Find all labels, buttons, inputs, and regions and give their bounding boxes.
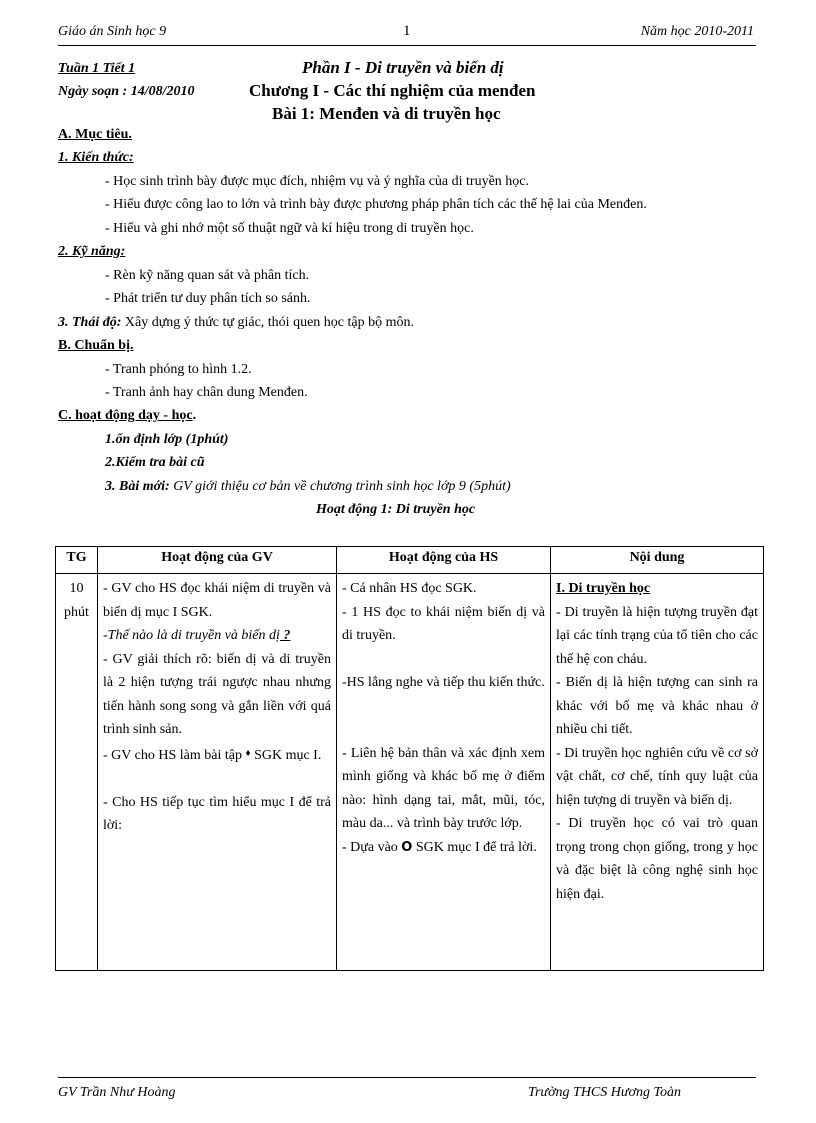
hs-line: - Liên hệ bản thân và xác định xem mình giống và khác bố mẹ ở điểm nào: hình dạng tai, mắt, mũi, tóc, màu da... và trình bày trước lớp. xyxy=(342,745,545,831)
nd-line: - Di truyền học có vai trò quan trọng trong chọn giống, trong y học và đặc biệt là công nghệ sinh học hiện đại. xyxy=(556,816,758,902)
gv-l3b: SGK mục I. xyxy=(250,747,322,763)
section-a-title: A. Mục tiêu. xyxy=(58,127,132,142)
hs-line: - 1 HS đọc to khái niệm biến dị và di truyền. xyxy=(342,604,545,643)
skills-title: 2. Kỹ năng: xyxy=(58,244,126,259)
prep-item: - Tranh phóng to hình 1.2. xyxy=(105,362,252,377)
step-3 xyxy=(105,479,511,495)
knowledge-item: - Hiểu và ghi nhớ một số thuật ngữ và kí hiệu trong di truyền học. xyxy=(105,221,474,236)
table-row xyxy=(56,574,764,971)
hs-line: - Cá nhân HS đọc SGK. xyxy=(342,581,477,596)
tg-unit: phút xyxy=(64,605,89,620)
chapter-title: Chương I - Các thí nghiệm của menđen xyxy=(249,81,536,100)
hs-l5b: SGK mục I để trả lời. xyxy=(412,839,537,855)
step-1: 1.ổn định lớp (1phút) xyxy=(105,432,229,447)
col-header-nd: Nội dung xyxy=(551,547,764,574)
nd-cell xyxy=(551,574,764,971)
prep-item: - Tranh ảnh hay chân dung Menđen. xyxy=(105,385,308,400)
gv-question xyxy=(103,624,331,648)
tg-value: 10 xyxy=(69,581,84,596)
footer-left: GV Trần Như Hoàng xyxy=(58,1085,176,1100)
date-label: Ngày soạn : 14/08/2010 xyxy=(58,84,195,99)
nd-title: I. Di truyền học xyxy=(556,581,651,596)
diamond-icon: ♦ xyxy=(245,747,251,759)
col-header-hs: Hoạt động của HS xyxy=(337,547,551,574)
attitude-text: Xây dựng ý thức tự giác, thói quen học tập bộ môn. xyxy=(121,315,414,330)
hs-cell xyxy=(337,574,551,971)
nd-line: - Di truyền học nghiên cứu về cơ sở vật chất, cơ chế, tính quy luật của hiện tượng di truyền và biến dị. xyxy=(556,745,758,808)
gv-line: - GV cho HS đọc khái niệm di truyền và biến dị mục I SGK. xyxy=(103,581,331,620)
circle-icon: O xyxy=(401,839,413,855)
step-3-text: GV giới thiệu cơ bản về chương trình sinh học lớp 9 (5phút) xyxy=(169,479,511,494)
knowledge-title: 1. Kiến thức: xyxy=(58,150,134,165)
section-c-title xyxy=(58,408,196,424)
nd-line: - Di truyền là hiện tượng truyền đạt lại các tính trạng của tổ tiên cho các thế hệ con cháu. xyxy=(556,604,758,667)
step-3-label: 3. Bài mới: xyxy=(105,479,170,494)
hs-line xyxy=(342,836,545,860)
knowledge-item: - Hiểu được công lao to lớn và trình bày được phương pháp phân tích các thế hệ lai của Menđen. xyxy=(105,197,647,212)
skill-item: - Rèn kỹ năng quan sát và phân tích. xyxy=(105,268,310,283)
nd-line: - Biến dị là hiện tượng can sinh ra khác với bố mẹ và khác nhau ở nhiều chi tiết. xyxy=(556,675,758,737)
hs-line: -HS lắng nghe và tiếp thu kiến thức. xyxy=(342,675,545,690)
gv-line: - GV giải thích rõ: biến dị và di truyền là 2 hiện tượng trái ngược nhau nhưng tiến hành song song và gắn liền với quá trình sinh sản. xyxy=(103,651,331,737)
activity-table xyxy=(55,546,764,971)
gv-line xyxy=(103,742,331,768)
page-number: 1 xyxy=(403,23,411,39)
gv-cell xyxy=(98,574,337,971)
gv-question-text: -Thế nào là di truyền và biến dị xyxy=(103,628,280,643)
header-right: Năm học 2010-2011 xyxy=(640,24,754,39)
week-label: Tuần 1 Tiết 1 xyxy=(58,61,136,76)
skill-item: - Phát triển tư duy phân tích so sánh. xyxy=(105,291,311,306)
footer-right: Trường THCS Hương Toàn xyxy=(527,1085,681,1100)
lesson-title: Bài 1: Menđen và di truyền học xyxy=(272,104,501,123)
tg-cell xyxy=(56,574,98,971)
section-b-title: B. Chuẩn bị. xyxy=(58,338,134,353)
section-c-label: C. hoạt động dạy - học xyxy=(58,408,193,423)
part-title: Phần I - Di truyền và biến dị xyxy=(302,58,504,77)
section-c-dot: . xyxy=(192,408,197,423)
step-2: 2.Kiểm tra bài cũ xyxy=(105,455,205,470)
table-header-row xyxy=(56,547,764,574)
col-header-gv: Hoạt động của GV xyxy=(98,547,337,574)
gv-l3a: - GV cho HS làm bài tập xyxy=(103,747,246,763)
gv-line: - Cho HS tiếp tục tìm hiểu mục I để trả lời: xyxy=(103,794,331,833)
gv-question-mark: ? xyxy=(279,628,291,643)
header-rule xyxy=(58,45,756,46)
activity-title: Hoạt động 1: Di truyền học xyxy=(316,502,476,517)
footer-rule xyxy=(58,1077,756,1078)
attitude-label: 3. Thái độ: xyxy=(58,315,122,330)
col-header-tg: TG xyxy=(56,547,98,574)
hs-l5a: - Dựa vào xyxy=(342,839,402,855)
attitude-line xyxy=(58,315,414,331)
header-left: Giáo án Sinh học 9 xyxy=(58,24,167,39)
knowledge-item: - Học sinh trình bày được mục đích, nhiệm vụ và ý nghĩa của di truyền học. xyxy=(105,174,529,189)
